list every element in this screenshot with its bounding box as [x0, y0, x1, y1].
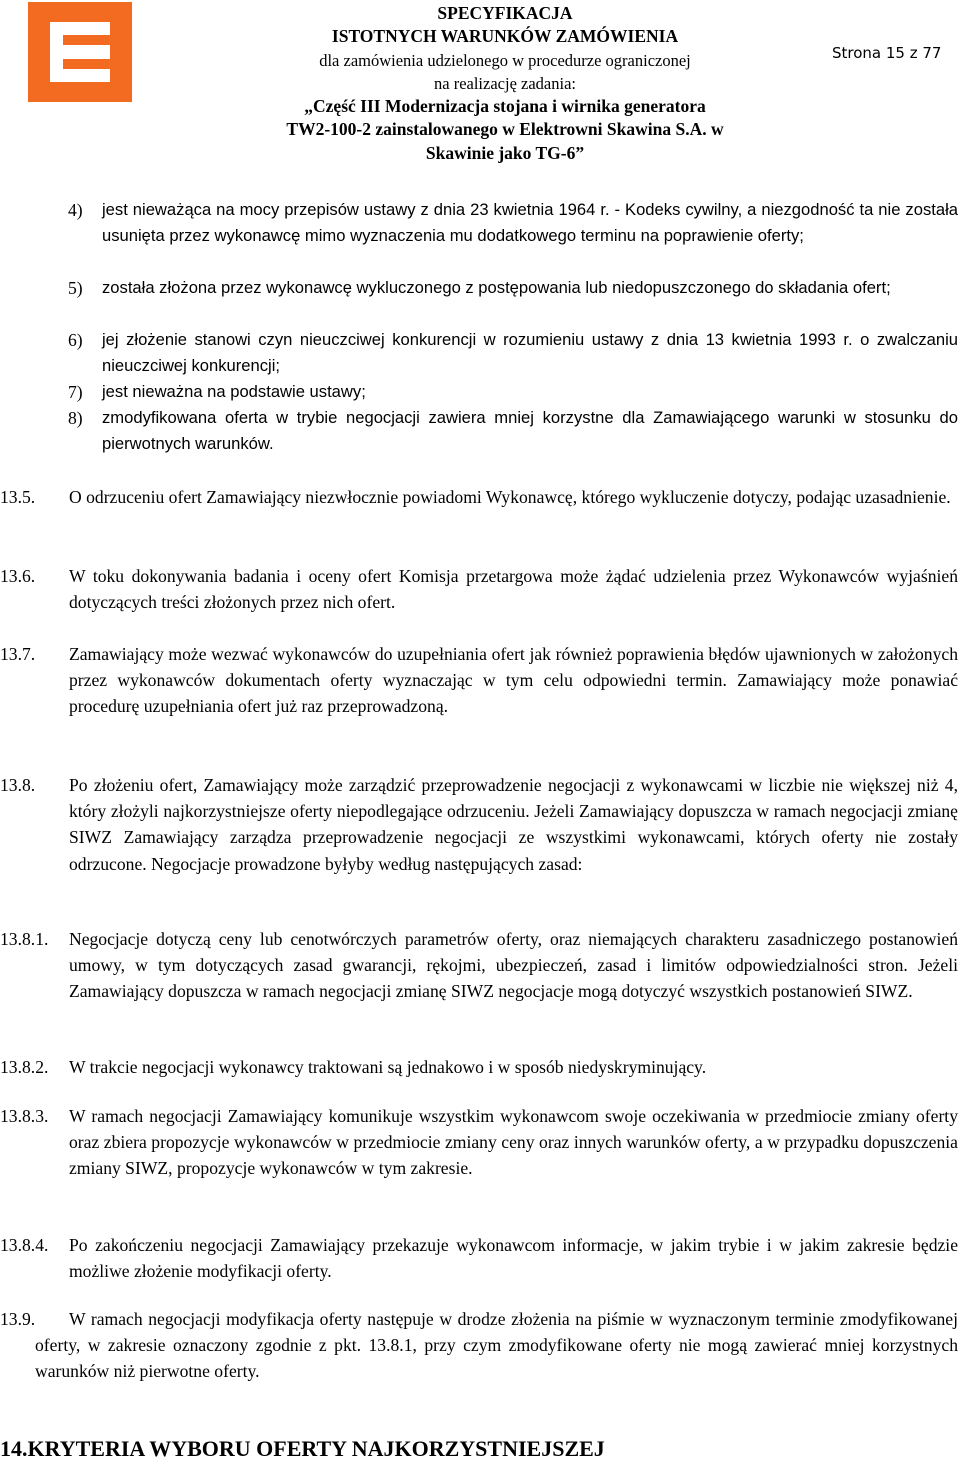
- list-item: jest nieważąca na mocy przepisów ustawy z dnia 23 kwietnia 1964 r. - Kodeks cywilny, a niezgodność ta nie została usunięta przez wykonawcę mimo wyznaczenia mu dodatkowego terminu na poprawienie oferty;: [102, 200, 958, 246]
- header-task-line-3: Skawinie jako TG-6”: [425, 142, 585, 163]
- paragraph-number: 13.8.1.: [0, 929, 49, 949]
- paragraph-text: Po zakończeniu negocjacji Zamawiający przekazuje wykonawcom informacje, w jakim trybie i w jakim zakresie będzie możliwe złożenie modyfikacji oferty.: [69, 1235, 958, 1282]
- list-item: jest nieważna na podstawie ustawy;: [102, 382, 366, 401]
- section-heading: 14.KRYTERIA WYBORU OFERTY NAJKORZYSTNIEJSZEJ: [0, 1436, 605, 1461]
- header-title: SPECYFIKACJA: [437, 3, 573, 23]
- cez-logo-icon: [28, 2, 132, 102]
- paragraph-text: W trakcie negocjacji wykonawcy traktowani są jednakowo i w sposób niedyskryminujący.: [69, 1057, 707, 1077]
- paragraph-number: 13.8.3.: [0, 1106, 49, 1126]
- list-item-number: 5): [68, 278, 83, 298]
- paragraph-text: W ramach negocjacji Zamawiający komunikuje wszystkim wykonawcom swoje oczekiwania w przedmiocie zmiany oferty oraz zbiera propozycje wykonawców w przedmiocie zmiany ceny oraz innych warunków oferty, a w przypadku dopuszczenia zmiany SIWZ, propozycje wykonawców w tym zakresie.: [69, 1106, 958, 1179]
- paragraph-text: Zamawiający może wezwać wykonawców do uzupełniania ofert jak również poprawienia błędów ujawnionych w założonych przez wykonawców dokumentach oferty wyznaczając w tym celu odpowiedni termin. Zamawiający może ponawiać procedurę uzupełniania ofert już raz przeprowadzoną.: [69, 644, 958, 717]
- paragraph-text: Negocjacje dotyczą ceny lub cenotwórczych parametrów oferty, oraz niemających charakteru zasadniczego postanowień umowy, w tym dotyczących zasad gwarancji, rękojmi, ubezpieczeń, zasad i limitów odpowiedzialności stron. Jeżeli Zamawiający dopuszcza w ramach negocjacji zmianę SIWZ negocjacje mogą dotyczyć wszystkich postanowień SIWZ.: [69, 929, 958, 1002]
- list-item-number: 4): [68, 200, 83, 220]
- paragraph-text: O odrzuceniu ofert Zamawiający niezwłocznie powiadomi Wykonawcę, którego wykluczenie dotyczy, podając uzasadnienie.: [69, 487, 951, 507]
- header-task-label: na realizację zadania:: [434, 73, 576, 93]
- paragraph-number: 13.7.: [0, 644, 36, 664]
- paragraph-number: 13.8.2.: [0, 1057, 49, 1077]
- list-item-number: 6): [68, 330, 83, 350]
- paragraph-number: 13.9.: [0, 1309, 36, 1329]
- list-item: została złożona przez wykonawcę wykluczonego z postępowania lub niedopuszczonego do składania ofert;: [102, 278, 891, 297]
- document-header: [250, 2, 760, 165]
- paragraph-13-9: [0, 1306, 958, 1385]
- header-task-line-2: TW2-100-2 zainstalowanego w Elektrowni Skawina S.A. w: [286, 119, 724, 140]
- paragraph-text: Po złożeniu ofert, Zamawiający może zarządzić przeprowadzenie negocjacji z wykonawcami w liczbie nie większej niż 4, który złożyli najkorzystniejsze oferty niepodlegające odrzuceniu. Jeżeli Zamawiający dopuszcza w ramach negocjacji zmianę SIWZ Zamawiający zarządza przeprowadzenie negocjacji ze wszystkimi wykonawcami, których oferty nie zostały odrzucone. Negocjacje prowadzone byłyby według następujących zasad:: [69, 775, 958, 874]
- list-item: zmodyfikowana oferta w trybie negocjacji zawiera mniej korzystne dla Zamawiającego warunki w stosunku do pierwotnych warunków.: [102, 408, 958, 454]
- paragraph-text: W ramach negocjacji modyfikacja oferty następuje w drodze złożenia na piśmie w wyznaczonym terminie zmodyfikowanej oferty, w zakresie oznaczony zgodnie z pkt. 13.8.1, przy czym zmodyfikowane oferty nie mogą zawierać mniej korzystnych warunków niż pierwotne oferty.: [35, 1309, 958, 1382]
- list-item: jej złożenie stanowi czyn nieuczciwej konkurencji w rozumieniu ustawy z dnia 13 kwietnia 1993 r. o zwalczaniu nieuczciwej konkurencji;: [102, 330, 958, 376]
- paragraph-number: 13.5.: [0, 487, 36, 507]
- header-procedure: dla zamówienia udzielonego w procedurze ograniczonej: [319, 50, 691, 70]
- list-item-number: 7): [68, 382, 83, 402]
- paragraph-number: 13.6.: [0, 566, 36, 586]
- list-item-number: 8): [68, 408, 83, 428]
- paragraph-text: W toku dokonywania badania i oceny ofert Komisja przetargowa może żądać udzielenia przez Wykonawców wyjaśnień dotyczących treści złożonych przez nich ofert.: [69, 566, 958, 613]
- page-number: Strona 15 z 77: [832, 44, 942, 62]
- paragraph-number: 13.8.: [0, 775, 36, 795]
- paragraph-number: 13.8.4.: [0, 1235, 49, 1255]
- header-subtitle: ISTOTNYCH WARUNKÓW ZAMÓWIENIA: [331, 26, 679, 47]
- header-task-line-1: „Część III Modernizacja stojana i wirnika generatora: [304, 96, 706, 117]
